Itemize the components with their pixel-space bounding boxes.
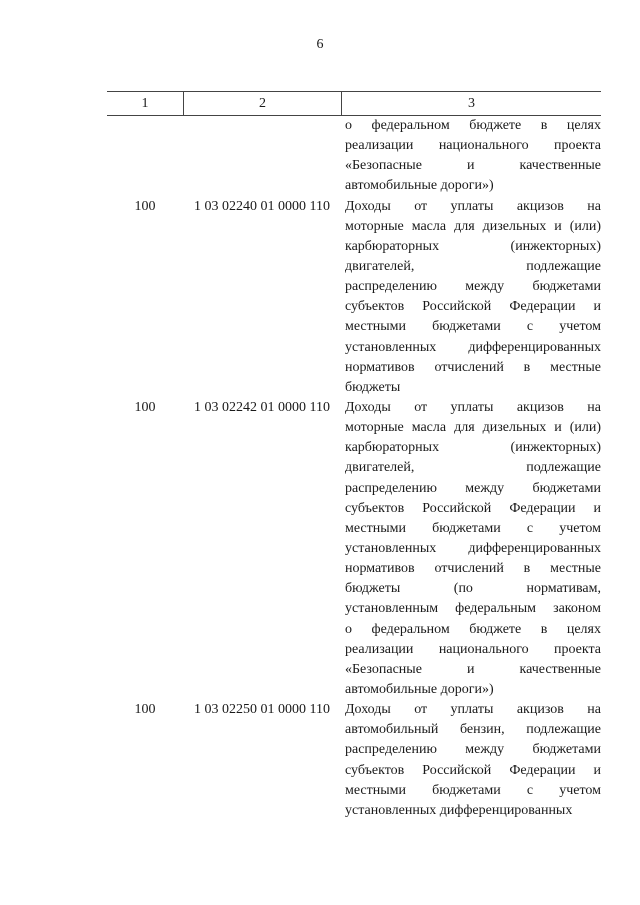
- description-line: установленным федеральным законом: [345, 601, 601, 617]
- row-budget-classification-code: 1 03 02240 01 0000 110: [194, 198, 330, 214]
- description-line: бюджеты: [345, 379, 401, 395]
- table-body: [107, 116, 601, 821]
- description-line: моторные масла для дизельных и (или): [345, 218, 601, 234]
- row-description: [345, 116, 601, 197]
- description-line: о федеральном бюджете в целях: [345, 118, 601, 133]
- description-line: двигателей, подлежащие: [345, 460, 601, 476]
- description-line: местными бюджетами с учетом: [345, 520, 601, 536]
- table-header: [107, 91, 601, 116]
- description-line: двигателей, подлежащие: [345, 258, 601, 274]
- header-col-1: 1: [141, 96, 149, 111]
- page-number: 6: [316, 37, 324, 52]
- header-col-3: 3: [341, 92, 601, 115]
- row-description: [345, 700, 601, 821]
- description-line: субъектов Российской Федерации и: [345, 500, 601, 516]
- description-line: установленных дифференцированных: [345, 540, 601, 556]
- row-budget-classification-code: 1 03 02250 01 0000 110: [194, 702, 330, 718]
- description-line: карбюраторных (инжекторных): [345, 238, 601, 254]
- description-line: распределению между бюджетами: [345, 279, 601, 295]
- description-line: реализации национального проекта: [345, 138, 601, 154]
- description-line: местными бюджетами с учетом: [345, 782, 601, 798]
- description-line: автомобильный бензин, подлежащие: [345, 722, 601, 738]
- description-line: о федеральном бюджете в целях: [345, 621, 601, 637]
- row-description: [345, 197, 601, 398]
- description-line: автомобильные дороги»): [345, 681, 494, 697]
- description-line: субъектов Российской Федерации и: [345, 762, 601, 778]
- description-line: Доходы от уплаты акцизов на: [345, 399, 601, 415]
- description-line: карбюраторных (инжекторных): [345, 440, 601, 456]
- description-line: нормативов отчислений в местные: [345, 359, 601, 375]
- table-row: [107, 197, 601, 398]
- description-line: субъектов Российской Федерации и: [345, 299, 601, 315]
- row-description: [345, 398, 601, 700]
- description-line: реализации национального проекта: [345, 641, 601, 657]
- header-col-2: 2: [183, 92, 341, 115]
- description-line: распределению между бюджетами: [345, 480, 601, 496]
- description-line: Доходы от уплаты акцизов на: [345, 702, 601, 718]
- row-budget-classification-code: 1 03 02242 01 0000 110: [194, 399, 330, 415]
- description-line: автомобильные дороги»): [345, 178, 494, 194]
- table-row: [107, 116, 601, 197]
- row-admin-code: 100: [134, 399, 156, 415]
- description-line: установленных дифференцированных: [345, 802, 573, 818]
- description-line: «Безопасные и качественные: [345, 661, 601, 677]
- description-line: бюджеты (по нормативам,: [345, 581, 601, 597]
- description-line: местными бюджетами с учетом: [345, 319, 601, 335]
- description-line: «Безопасные и качественные: [345, 158, 601, 174]
- table-row: [107, 700, 601, 821]
- description-line: нормативов отчислений в местные: [345, 561, 601, 577]
- description-line: распределению между бюджетами: [345, 742, 601, 758]
- row-admin-code: 100: [134, 198, 156, 214]
- description-line: установленных дифференцированных: [345, 339, 601, 355]
- description-line: моторные масла для дизельных и (или): [345, 420, 601, 436]
- row-admin-code: 100: [134, 702, 156, 718]
- table-row: [107, 398, 601, 700]
- description-line: Доходы от уплаты акцизов на: [345, 198, 601, 214]
